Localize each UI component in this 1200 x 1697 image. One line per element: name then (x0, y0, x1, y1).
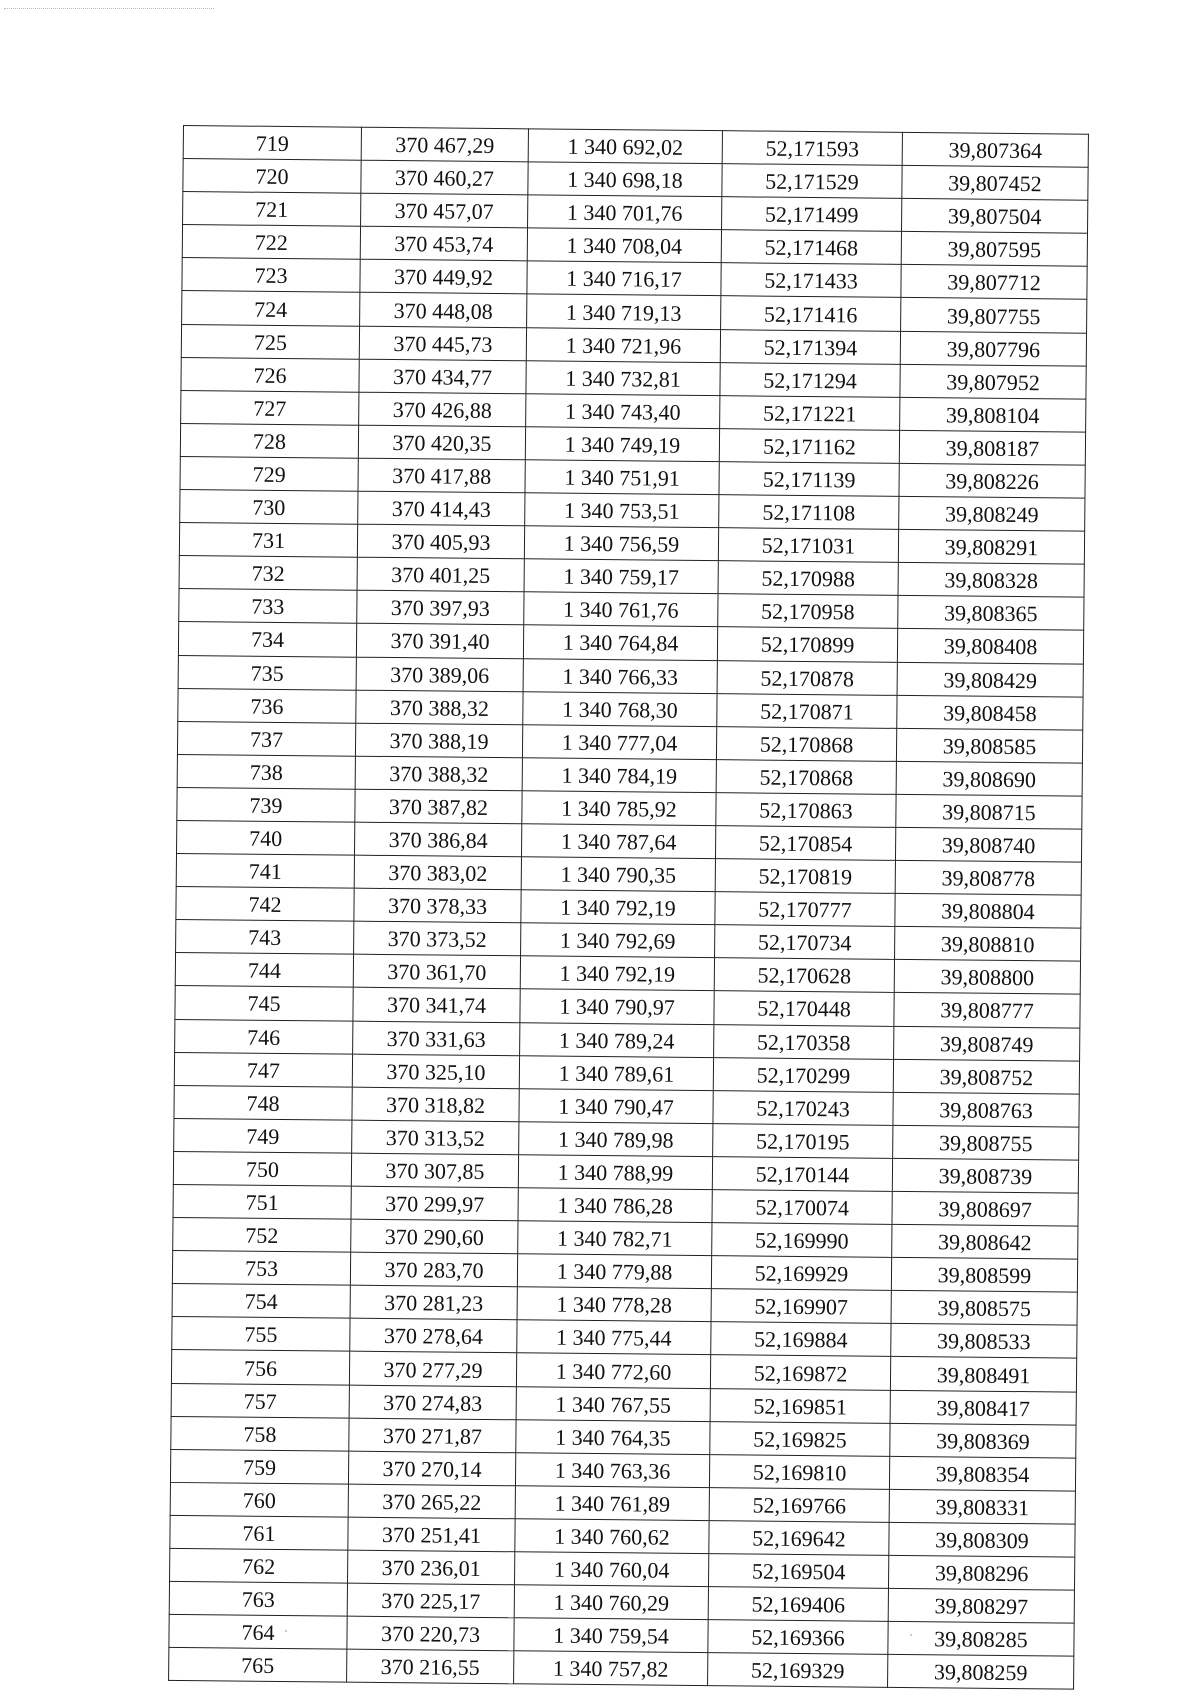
y-coordinate-cell: 1 340 786,28 (518, 1188, 712, 1223)
longitude-cell: 39,807755 (901, 298, 1087, 333)
longitude-cell: 39,808804 (895, 894, 1081, 929)
point-number-cell: 746 (175, 1019, 353, 1054)
y-coordinate-cell: 1 340 753,51 (525, 493, 719, 528)
latitude-cell: 52,170734 (715, 925, 895, 960)
y-coordinate-cell: 1 340 789,98 (519, 1122, 713, 1157)
longitude-cell: 39,808599 (891, 1258, 1077, 1293)
point-number-cell: 758 (171, 1416, 349, 1451)
latitude-cell: 52,171394 (720, 329, 900, 364)
longitude-cell: 39,808259 (888, 1655, 1074, 1690)
latitude-cell: 52,170628 (714, 958, 894, 993)
x-coordinate-cell: 370 420,35 (358, 425, 525, 460)
y-coordinate-cell: 1 340 785,92 (522, 791, 716, 826)
y-coordinate-cell: 1 340 759,17 (524, 559, 718, 594)
longitude-cell: 39,808354 (889, 1456, 1075, 1491)
longitude-cell: 39,808104 (900, 397, 1086, 432)
y-coordinate-cell: 1 340 698,18 (528, 162, 722, 197)
latitude-cell: 52,171468 (721, 230, 901, 265)
latitude-cell: 52,170863 (716, 793, 896, 828)
longitude-cell: 39,808309 (889, 1522, 1075, 1557)
scan-speck (285, 1630, 287, 1632)
y-coordinate-cell: 1 340 764,84 (523, 625, 717, 660)
point-number-cell: 763 (169, 1582, 347, 1617)
longitude-cell: 39,807504 (902, 199, 1088, 234)
x-coordinate-cell: 370 426,88 (359, 392, 526, 427)
longitude-cell: 39,807595 (901, 232, 1087, 267)
latitude-cell: 52,170358 (714, 1024, 894, 1059)
longitude-cell: 39,807452 (902, 165, 1088, 200)
point-number-cell: 741 (176, 854, 354, 889)
y-coordinate-cell: 1 340 764,35 (516, 1419, 710, 1454)
point-number-cell: 757 (171, 1383, 349, 1418)
y-coordinate-cell: 1 340 772,60 (516, 1353, 710, 1388)
x-coordinate-cell: 370 225,17 (347, 1583, 514, 1618)
x-coordinate-cell: 370 448,08 (360, 293, 527, 328)
latitude-cell: 52,171162 (719, 429, 899, 464)
latitude-cell: 52,170878 (717, 660, 897, 695)
x-coordinate-cell: 370 373,52 (354, 921, 521, 956)
latitude-cell: 52,169872 (710, 1355, 890, 1390)
latitude-cell: 52,169851 (710, 1388, 890, 1423)
point-number-cell: 728 (180, 423, 358, 458)
x-coordinate-cell: 370 449,92 (360, 260, 527, 295)
longitude-cell: 39,808715 (896, 794, 1082, 829)
x-coordinate-cell: 370 283,70 (350, 1252, 517, 1287)
point-number-cell: 740 (177, 820, 355, 855)
y-coordinate-cell: 1 340 719,13 (527, 294, 721, 329)
latitude-cell: 52,171529 (722, 164, 902, 199)
longitude-cell: 39,808642 (892, 1224, 1078, 1259)
x-coordinate-cell: 370 271,87 (349, 1418, 516, 1453)
x-coordinate-cell: 370 220,73 (347, 1616, 514, 1651)
longitude-cell: 39,808755 (893, 1125, 1079, 1160)
longitude-cell: 39,808740 (895, 827, 1081, 862)
x-coordinate-cell: 370 270,14 (348, 1451, 515, 1486)
latitude-cell: 52,169825 (710, 1421, 890, 1456)
longitude-cell: 39,808328 (898, 563, 1084, 598)
point-number-cell: 760 (170, 1482, 348, 1517)
latitude-cell: 52,170871 (717, 693, 897, 728)
latitude-cell: 52,169642 (709, 1521, 889, 1556)
latitude-cell: 52,169884 (711, 1322, 891, 1357)
x-coordinate-cell: 370 401,25 (357, 557, 524, 592)
y-coordinate-cell: 1 340 792,69 (521, 923, 715, 958)
point-number-cell: 750 (173, 1151, 351, 1186)
x-coordinate-cell: 370 397,93 (357, 591, 524, 626)
y-coordinate-cell: 1 340 778,28 (517, 1287, 711, 1322)
x-coordinate-cell: 370 434,77 (359, 359, 526, 394)
point-number-cell: 751 (173, 1184, 351, 1219)
y-coordinate-cell: 1 340 766,33 (523, 658, 717, 693)
latitude-cell: 52,170777 (715, 892, 895, 927)
point-number-cell: 719 (183, 126, 361, 161)
x-coordinate-cell: 370 325,10 (352, 1054, 519, 1089)
x-coordinate-cell: 370 417,88 (358, 458, 525, 493)
point-number-cell: 733 (179, 589, 357, 624)
y-coordinate-cell: 1 340 743,40 (526, 394, 720, 429)
y-coordinate-cell: 1 340 721,96 (526, 327, 720, 362)
y-coordinate-cell: 1 340 788,99 (518, 1155, 712, 1190)
x-coordinate-cell: 370 383,02 (354, 855, 521, 890)
x-coordinate-cell: 370 388,32 (355, 756, 522, 791)
y-coordinate-cell: 1 340 692,02 (528, 129, 722, 164)
longitude-cell: 39,808810 (895, 927, 1081, 962)
longitude-cell: 39,808749 (894, 1026, 1080, 1061)
point-number-cell: 735 (178, 655, 356, 690)
latitude-cell: 52,171031 (718, 528, 898, 563)
point-number-cell: 725 (181, 324, 359, 359)
y-coordinate-cell: 1 340 756,59 (524, 526, 718, 561)
x-coordinate-cell: 370 457,07 (361, 193, 528, 228)
latitude-cell: 52,170854 (715, 826, 895, 861)
longitude-cell: 39,808739 (892, 1158, 1078, 1193)
x-coordinate-cell: 370 251,41 (348, 1517, 515, 1552)
x-coordinate-cell: 370 290,60 (351, 1219, 518, 1254)
longitude-cell: 39,808249 (899, 496, 1085, 531)
latitude-cell: 52,170074 (712, 1190, 892, 1225)
x-coordinate-cell: 370 391,40 (356, 624, 523, 659)
y-coordinate-cell: 1 340 792,19 (521, 890, 715, 925)
longitude-cell: 39,808285 (888, 1622, 1074, 1657)
point-number-cell: 722 (182, 225, 360, 260)
x-coordinate-cell: 370 236,01 (348, 1550, 515, 1585)
longitude-cell: 39,808800 (894, 960, 1080, 995)
longitude-cell: 39,808187 (899, 430, 1085, 465)
y-coordinate-cell: 1 340 768,30 (523, 691, 717, 726)
y-coordinate-cell: 1 340 787,64 (521, 824, 715, 859)
y-coordinate-cell: 1 340 782,71 (518, 1221, 712, 1256)
longitude-cell: 39,808697 (892, 1191, 1078, 1226)
point-number-cell: 748 (174, 1085, 352, 1120)
coordinates-table-body (169, 126, 1089, 1690)
y-coordinate-cell: 1 340 732,81 (526, 360, 720, 395)
y-coordinate-cell: 1 340 792,19 (520, 956, 714, 991)
x-coordinate-cell: 370 274,83 (349, 1385, 516, 1420)
longitude-cell: 39,808429 (897, 662, 1083, 697)
latitude-cell: 52,171139 (719, 462, 899, 497)
x-coordinate-cell: 370 331,63 (353, 1021, 520, 1056)
scan-edge-mark (4, 8, 214, 9)
x-coordinate-cell: 370 307,85 (351, 1153, 518, 1188)
y-coordinate-cell: 1 340 760,62 (515, 1519, 709, 1554)
point-number-cell: 724 (182, 291, 360, 326)
longitude-cell: 39,808369 (890, 1423, 1076, 1458)
point-number-cell: 762 (170, 1548, 348, 1583)
point-number-cell: 749 (174, 1118, 352, 1153)
y-coordinate-cell: 1 340 757,82 (514, 1651, 708, 1686)
longitude-cell: 39,807712 (901, 265, 1087, 300)
latitude-cell: 52,169329 (708, 1653, 888, 1688)
latitude-cell: 52,170868 (716, 759, 896, 794)
latitude-cell: 52,170448 (714, 991, 894, 1026)
y-coordinate-cell: 1 340 701,76 (528, 195, 722, 230)
y-coordinate-cell: 1 340 779,88 (517, 1254, 711, 1289)
x-coordinate-cell: 370 361,70 (353, 955, 520, 990)
longitude-cell: 39,808226 (899, 463, 1085, 498)
point-number-cell: 761 (170, 1515, 348, 1550)
y-coordinate-cell: 1 340 767,55 (516, 1386, 710, 1421)
point-number-cell: 732 (179, 556, 357, 591)
point-number-cell: 736 (178, 688, 356, 723)
longitude-cell: 39,808763 (893, 1092, 1079, 1127)
latitude-cell: 52,170868 (716, 726, 896, 761)
x-coordinate-cell: 370 388,19 (355, 723, 522, 758)
latitude-cell: 52,169366 (708, 1620, 888, 1655)
longitude-cell: 39,808585 (896, 728, 1082, 763)
longitude-cell: 39,807796 (900, 331, 1086, 366)
latitude-cell: 52,169907 (711, 1289, 891, 1324)
point-number-cell: 745 (175, 986, 353, 1021)
x-coordinate-cell: 370 389,06 (356, 657, 523, 692)
latitude-cell: 52,170299 (713, 1057, 893, 1092)
longitude-cell: 39,808690 (896, 761, 1082, 796)
y-coordinate-cell: 1 340 760,04 (515, 1552, 709, 1587)
x-coordinate-cell: 370 467,29 (361, 127, 528, 162)
point-number-cell: 759 (170, 1449, 348, 1484)
point-number-cell: 738 (177, 754, 355, 789)
y-coordinate-cell: 1 340 775,44 (517, 1320, 711, 1355)
longitude-cell: 39,808752 (893, 1059, 1079, 1094)
y-coordinate-cell: 1 340 761,76 (524, 592, 718, 627)
coordinates-table (168, 125, 1089, 1690)
latitude-cell: 52,170144 (712, 1157, 892, 1192)
x-coordinate-cell: 370 453,74 (360, 226, 527, 261)
latitude-cell: 52,171593 (722, 131, 902, 166)
x-coordinate-cell: 370 445,73 (359, 326, 526, 361)
x-coordinate-cell: 370 341,74 (353, 988, 520, 1023)
x-coordinate-cell: 370 460,27 (361, 160, 528, 195)
point-number-cell: 730 (180, 490, 358, 525)
x-coordinate-cell: 370 216,55 (347, 1649, 514, 1684)
longitude-cell: 39,808297 (888, 1588, 1074, 1623)
point-number-cell: 747 (174, 1052, 352, 1087)
latitude-cell: 52,169810 (709, 1454, 889, 1489)
latitude-cell: 52,169990 (712, 1223, 892, 1258)
latitude-cell: 52,171433 (721, 263, 901, 298)
y-coordinate-cell: 1 340 789,24 (520, 1022, 714, 1057)
scan-speck (910, 1634, 912, 1636)
point-number-cell: 743 (176, 920, 354, 955)
longitude-cell: 39,808331 (889, 1489, 1075, 1524)
point-number-cell: 755 (172, 1317, 350, 1352)
y-coordinate-cell: 1 340 777,04 (522, 724, 716, 759)
latitude-cell: 52,169406 (708, 1587, 888, 1622)
x-coordinate-cell: 370 313,52 (352, 1120, 519, 1155)
point-number-cell: 765 (169, 1648, 347, 1683)
point-number-cell: 753 (172, 1251, 350, 1286)
point-number-cell: 721 (183, 192, 361, 227)
latitude-cell: 52,170819 (715, 859, 895, 894)
point-number-cell: 737 (177, 721, 355, 756)
point-number-cell: 729 (180, 456, 358, 491)
latitude-cell: 52,169929 (711, 1256, 891, 1291)
y-coordinate-cell: 1 340 763,36 (515, 1453, 709, 1488)
x-coordinate-cell: 370 386,84 (354, 822, 521, 857)
x-coordinate-cell: 370 299,97 (351, 1186, 518, 1221)
longitude-cell: 39,808458 (897, 695, 1083, 730)
y-coordinate-cell: 1 340 784,19 (522, 758, 716, 793)
point-number-cell: 734 (178, 622, 356, 657)
latitude-cell: 52,170195 (713, 1123, 893, 1158)
longitude-cell: 39,808296 (888, 1555, 1074, 1590)
y-coordinate-cell: 1 340 790,97 (520, 989, 714, 1024)
point-number-cell: 727 (181, 390, 359, 425)
x-coordinate-cell: 370 378,33 (354, 888, 521, 923)
point-number-cell: 754 (172, 1284, 350, 1319)
x-coordinate-cell: 370 278,64 (350, 1319, 517, 1354)
longitude-cell: 39,808417 (890, 1390, 1076, 1425)
x-coordinate-cell: 370 281,23 (350, 1285, 517, 1320)
x-coordinate-cell: 370 405,93 (357, 524, 524, 559)
latitude-cell: 52,171294 (720, 362, 900, 397)
point-number-cell: 756 (171, 1350, 349, 1385)
x-coordinate-cell: 370 265,22 (348, 1484, 515, 1519)
point-number-cell: 720 (183, 159, 361, 194)
longitude-cell: 39,808291 (898, 530, 1084, 565)
x-coordinate-cell: 370 388,32 (356, 690, 523, 725)
y-coordinate-cell: 1 340 759,54 (514, 1618, 708, 1653)
longitude-cell: 39,807364 (902, 132, 1088, 167)
longitude-cell: 39,808533 (891, 1324, 1077, 1359)
y-coordinate-cell: 1 340 749,19 (525, 427, 719, 462)
y-coordinate-cell: 1 340 790,47 (519, 1088, 713, 1123)
x-coordinate-cell: 370 414,43 (358, 491, 525, 526)
x-coordinate-cell: 370 277,29 (349, 1352, 516, 1387)
point-number-cell: 742 (176, 887, 354, 922)
y-coordinate-cell: 1 340 790,35 (521, 857, 715, 892)
point-number-cell: 764 (169, 1615, 347, 1650)
point-number-cell: 744 (175, 953, 353, 988)
latitude-cell: 52,171221 (720, 395, 900, 430)
y-coordinate-cell: 1 340 751,91 (525, 460, 719, 495)
latitude-cell: 52,170243 (713, 1090, 893, 1125)
y-coordinate-cell: 1 340 761,89 (515, 1486, 709, 1521)
point-number-cell: 739 (177, 787, 355, 822)
longitude-cell: 39,808408 (897, 629, 1083, 664)
longitude-cell: 39,808491 (890, 1357, 1076, 1392)
latitude-cell: 52,170899 (717, 627, 897, 662)
latitude-cell: 52,169766 (709, 1487, 889, 1522)
x-coordinate-cell: 370 387,82 (355, 789, 522, 824)
latitude-cell: 52,170988 (718, 561, 898, 596)
point-number-cell: 731 (179, 523, 357, 558)
latitude-cell: 52,171416 (721, 296, 901, 331)
y-coordinate-cell: 1 340 789,61 (519, 1055, 713, 1090)
longitude-cell: 39,808777 (894, 993, 1080, 1028)
x-coordinate-cell: 370 318,82 (352, 1087, 519, 1122)
latitude-cell: 52,169504 (708, 1554, 888, 1589)
y-coordinate-cell: 1 340 716,17 (527, 261, 721, 296)
latitude-cell: 52,171108 (719, 495, 899, 530)
longitude-cell: 39,808365 (898, 596, 1084, 631)
longitude-cell: 39,808575 (891, 1291, 1077, 1326)
y-coordinate-cell: 1 340 760,29 (514, 1585, 708, 1620)
longitude-cell: 39,808778 (895, 860, 1081, 895)
longitude-cell: 39,807952 (900, 364, 1086, 399)
y-coordinate-cell: 1 340 708,04 (527, 228, 721, 263)
latitude-cell: 52,170958 (718, 594, 898, 629)
point-number-cell: 723 (182, 258, 360, 293)
point-number-cell: 726 (181, 357, 359, 392)
latitude-cell: 52,171499 (722, 197, 902, 232)
point-number-cell: 752 (173, 1218, 351, 1253)
